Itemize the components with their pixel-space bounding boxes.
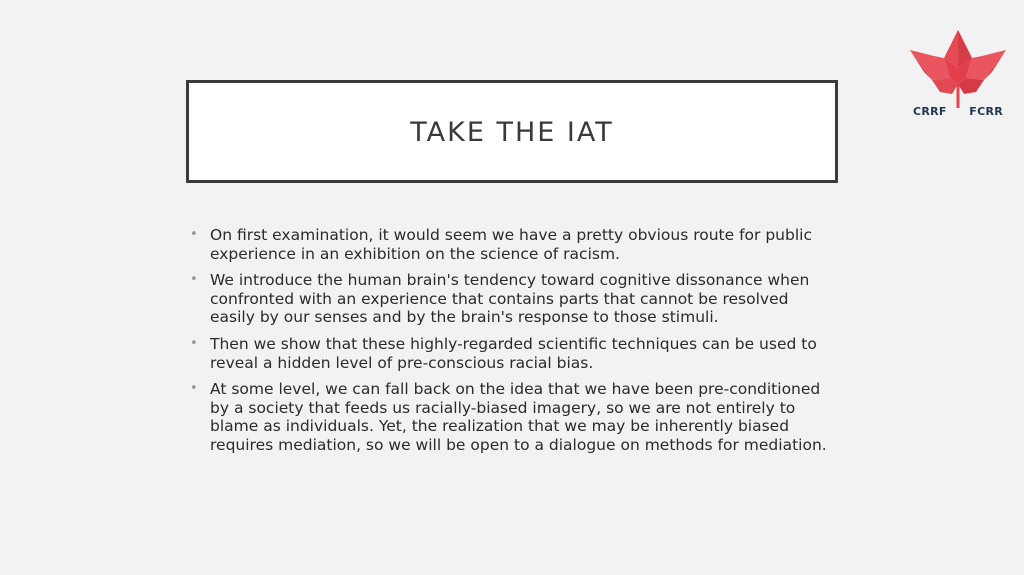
- logo-text-fcrr: FCRR: [969, 105, 1003, 118]
- slide-title: TAKE THE IAT: [410, 117, 614, 148]
- logo-text-crrf: CRRF: [913, 105, 947, 118]
- bullet-marker: •: [190, 335, 198, 351]
- bullet-text: On first examination, it would seem we have a pretty obvious route for public experience in an exhibition on the science of racism.: [210, 226, 812, 263]
- bullet-marker: •: [190, 227, 198, 242]
- bullet-text: Then we show that these highly-regarded scientific techniques can be used to reveal a hidden level of pre-conscious racial bias.: [210, 334, 817, 372]
- crrf-logo: [904, 28, 1012, 124]
- bullet-item: [188, 380, 838, 454]
- bullet-list: [188, 226, 838, 463]
- bullet-item: [188, 335, 838, 372]
- bullet-text: We introduce the human brain's tendency toward cognitive dissonance when confronted with an experience that contains parts that cannot be resolved easily by our senses and by the brain's response to those stimuli.: [210, 271, 810, 327]
- logo-text-row: [904, 105, 1012, 118]
- maple-leaf-icon: [904, 28, 1012, 108]
- title-box: [186, 80, 838, 183]
- bullet-marker: •: [190, 272, 198, 288]
- bullet-item: [188, 226, 838, 263]
- bullet-item: [188, 271, 838, 327]
- bullet-marker: •: [190, 381, 198, 397]
- bullet-text: At some level, we can fall back on the idea that we have been pre-conditioned by a society that feeds us racially-biased imagery, so we are not entirely to blame as individuals. Yet, the realization that we may be inherently biased requires mediation, so we will be open to a dialogue on methods for mediation.: [210, 380, 827, 454]
